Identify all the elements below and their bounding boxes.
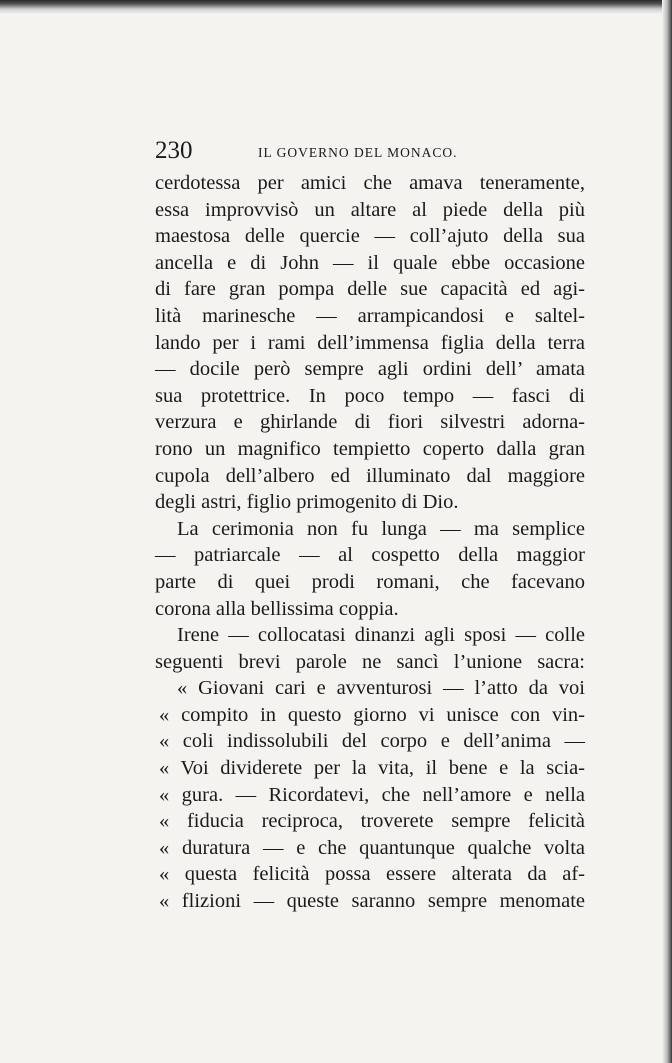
text-line: essa improvvisò un altare al piede della più bbox=[155, 198, 585, 221]
text-line: lità marinesche — arrampicandosi e saltel- bbox=[155, 304, 585, 327]
text-line: — patriarcale — al cospetto della maggior bbox=[155, 544, 585, 567]
text-line: « questa felicità possa essere alterata da af- bbox=[159, 863, 585, 886]
page-right-edge-shadow bbox=[662, 0, 672, 1063]
text-line: « Voi dividerete per la vita, il bene e la scia- bbox=[159, 757, 585, 780]
text-line: « coli indissolubili del corpo e dell’anima — bbox=[159, 730, 585, 753]
text-line: di fare gran pompa delle sue capacità ed agi- bbox=[155, 278, 585, 301]
text-line: degli astri, figlio primogenito di Dio. bbox=[155, 491, 459, 514]
text-line: « Giovani cari e avventurosi — l’atto da voi bbox=[177, 677, 585, 700]
text-line: Irene — collocatasi dinanzi agli sposi — colle bbox=[177, 624, 585, 647]
text-line: rono un magnifico tempietto coperto dalla gran bbox=[155, 437, 585, 460]
text-line: seguenti brevi parole ne sancì l’unione sacra: bbox=[155, 650, 585, 673]
page-header bbox=[155, 136, 585, 166]
text-line: cupola dell’albero ed illuminato dal maggiore bbox=[155, 464, 585, 487]
text-line: maestosa delle quercie — coll’ajuto della sua bbox=[155, 225, 585, 248]
page-top-edge-shadow bbox=[0, 0, 672, 14]
text-line: parte di quei prodi romani, che facevano bbox=[155, 570, 585, 593]
body-text bbox=[155, 170, 585, 915]
text-line: cerdotessa per amici che amava teneramente, bbox=[155, 172, 585, 194]
page-number: 230 bbox=[155, 137, 193, 164]
text-line: lando per i rami dell’immensa figlia della terra bbox=[155, 331, 585, 354]
text-line: « compito in questo giorno vi unisce con vin- bbox=[159, 703, 585, 726]
text-line: « duratura — e che quantunque qualche volta bbox=[159, 836, 585, 859]
running-head: IL GOVERNO DEL MONACO. bbox=[258, 145, 458, 160]
text-line: sua protettrice. In poco tempo — fasci di bbox=[155, 384, 585, 407]
text-line: ancella e di John — il quale ebbe occasione bbox=[155, 251, 585, 274]
text-line: « gura. — Ricordatevi, che nell’amore e nella bbox=[159, 783, 585, 806]
text-line: « flizioni — queste saranno sempre menomate bbox=[159, 890, 585, 913]
text-line: « fiducia reciproca, troverete sempre felicità bbox=[159, 810, 585, 833]
text-line: verzura e ghirlande di fiori silvestri adorna- bbox=[155, 411, 585, 434]
text-line: La cerimonia non fu lunga — ma semplice bbox=[177, 517, 585, 540]
text-line: — docile però sempre agli ordini dell’ amata bbox=[155, 358, 585, 381]
text-line: corona alla bellissima coppia. bbox=[155, 597, 399, 620]
